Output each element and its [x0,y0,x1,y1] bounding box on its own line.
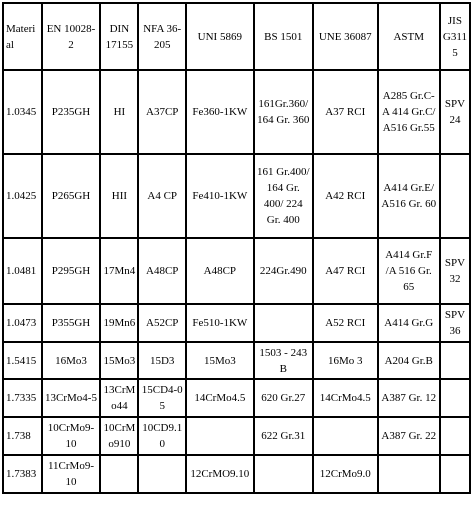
uni-cell: 14CrMo4.5 [186,379,254,417]
une-cell: 14CrMo4.5 [313,379,378,417]
en-cell: 10CrMo9-10 [42,417,101,455]
material-cell: 1.738 [3,417,42,455]
material-cell: 1.7383 [3,455,42,493]
bs-cell: 161 Gr.400/ 164 Gr. 400/ 224 Gr. 400 [254,154,313,238]
table-row [3,238,470,304]
jis-cell [440,379,470,417]
astm-cell: A387 Gr. 12 [378,379,440,417]
din-cell: 10CrM o910 [100,417,138,455]
en-cell: 11CrMo9-10 [42,455,101,493]
material-cell: 1.7335 [3,379,42,417]
astm-cell: A414 Gr.G [378,304,440,342]
table-row [3,342,470,379]
bs-cell: 622 Gr.31 [254,417,313,455]
uni-cell [186,417,254,455]
bs-cell: 1503 - 243 B [254,342,313,379]
material-cell: 1.0425 [3,154,42,238]
astm-cell [378,455,440,493]
nfa-cell: A48CP [138,238,186,304]
bs-cell: 161Gr.360/ 164 Gr. 360 [254,70,313,154]
header-cell-jis-g3115: JIS G311 5 [440,3,470,70]
table-row [3,455,470,493]
astm-cell: A414 Gr.E/ A516 Gr. 60 [378,154,440,238]
uni-cell: Fe360-1KW [186,70,254,154]
header-cell-din-17155: DIN 17155 [100,3,138,70]
header-cell-une-36087: UNE 36087 [313,3,378,70]
jis-cell: SPV 36 [440,304,470,342]
din-cell: HI [100,70,138,154]
nfa-cell: A37CP [138,70,186,154]
une-cell: A47 RCI [313,238,378,304]
nfa-cell: 15CD4-0 5 [138,379,186,417]
header-cell-en-10028-2: EN 10028-2 [42,3,101,70]
une-cell: A52 RCI [313,304,378,342]
jis-cell: SPV 24 [440,70,470,154]
astm-cell: A387 Gr. 22 [378,417,440,455]
nfa-cell: A52CP [138,304,186,342]
jis-cell [440,154,470,238]
en-cell: 13CrMo4-5 [42,379,101,417]
material-cell: 1.5415 [3,342,42,379]
header-cell-nfa-36-205: NFA 36-205 [138,3,186,70]
header-cell-material: Materi al [3,3,42,70]
uni-cell: 15Mo3 [186,342,254,379]
nfa-cell [138,455,186,493]
din-cell: 19Mn6 [100,304,138,342]
nfa-cell: 10CD9.1 0 [138,417,186,455]
uni-cell: A48CP [186,238,254,304]
din-cell: 13CrM o44 [100,379,138,417]
table-row [3,379,470,417]
uni-cell: Fe510-1KW [186,304,254,342]
material-cell: 1.0481 [3,238,42,304]
en-cell: 16Mo3 [42,342,101,379]
material-cell: 1.0473 [3,304,42,342]
din-cell: HII [100,154,138,238]
uni-cell: 12CrMO9.10 [186,455,254,493]
nfa-cell: A4 CP [138,154,186,238]
header-cell-astm: ASTM [378,3,440,70]
bs-cell: 224Gr.490 [254,238,313,304]
en-cell: P355GH [42,304,101,342]
material-equivalence-table [2,2,471,494]
table-row [3,70,470,154]
header-cell-uni-5869: UNI 5869 [186,3,254,70]
jis-cell [440,417,470,455]
astm-cell: A285 Gr.C-A 414 Gr.C/ A516 Gr.55 [378,70,440,154]
bs-cell [254,455,313,493]
une-cell: A42 RCI [313,154,378,238]
une-cell: 12CrMo9.0 [313,455,378,493]
en-cell: P295GH [42,238,101,304]
en-cell: P235GH [42,70,101,154]
astm-cell: A204 Gr.B [378,342,440,379]
en-cell: P265GH [42,154,101,238]
jis-cell [440,342,470,379]
din-cell: 17Mn4 [100,238,138,304]
header-row [3,3,470,70]
astm-cell: A414 Gr.F /A 516 Gr. 65 [378,238,440,304]
table-row [3,417,470,455]
din-cell: 15Mo3 [100,342,138,379]
header-cell-bs-1501: BS 1501 [254,3,313,70]
table-row [3,154,470,238]
uni-cell: Fe410-1KW [186,154,254,238]
une-cell [313,417,378,455]
table-row [3,304,470,342]
nfa-cell: 15D3 [138,342,186,379]
material-cell: 1.0345 [3,70,42,154]
bs-cell [254,304,313,342]
bs-cell: 620 Gr.27 [254,379,313,417]
din-cell [100,455,138,493]
une-cell: 16Mo 3 [313,342,378,379]
jis-cell [440,455,470,493]
jis-cell: SPV 32 [440,238,470,304]
une-cell: A37 RCI [313,70,378,154]
